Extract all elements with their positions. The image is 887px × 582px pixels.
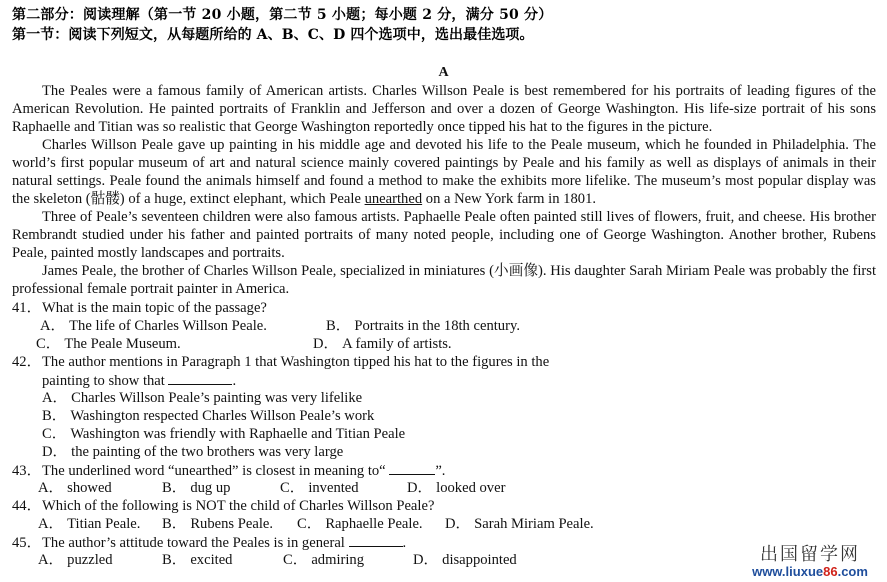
- option-letter: D．: [413, 552, 439, 568]
- option-text: Titian Peale.: [67, 516, 141, 532]
- watermark-site-name: 出国留学网: [760, 544, 860, 565]
- option-letter: D．: [42, 444, 68, 460]
- passage: [12, 82, 876, 298]
- paragraph-2: [12, 136, 876, 208]
- q44-option-a[interactable]: [38, 515, 140, 533]
- option-text: showed: [67, 480, 112, 496]
- q43-option-a[interactable]: [38, 479, 112, 497]
- option-text: Raphaelle Peale.: [325, 516, 423, 532]
- q45-option-d[interactable]: [413, 551, 517, 569]
- q41-option-d[interactable]: [313, 335, 452, 353]
- option-letter: D．: [407, 480, 433, 496]
- option-text: excited: [190, 552, 233, 568]
- watermark-url: [740, 565, 880, 579]
- question-42: [12, 353, 549, 371]
- q42-option-b[interactable]: [42, 407, 374, 425]
- option-text: Sarah Miriam Peale.: [474, 516, 594, 532]
- option-text: Charles Willson Peale’s painting was very lifelike: [71, 390, 363, 406]
- q43-option-c[interactable]: [280, 479, 359, 497]
- watermark-url-suffix: .com: [837, 564, 868, 579]
- option-letter: B．: [162, 480, 187, 496]
- paragraph-1: The Peales were a famous family of American artists. Charles Willson Peale is best remembered for his portraits of leading figures of the American Revolution. He painted portraits of Franklin and Jefferson and over a dozen of George Washington. His life-size portrait of his sons Raphaelle and Titian was so realistic that George Washington reportedly once tipped his hat to the figures in the picture.: [12, 83, 876, 135]
- q42-option-a[interactable]: [42, 389, 362, 407]
- option-letter: D．: [445, 516, 471, 532]
- site-watermark: [740, 545, 880, 579]
- option-text: Washington respected Charles Willson Peale’s work: [70, 408, 375, 424]
- option-text: invented: [308, 480, 359, 496]
- question-number: 44．: [12, 498, 42, 514]
- question-44: [12, 497, 434, 515]
- q42-option-c[interactable]: [42, 425, 405, 443]
- option-letter: A．: [38, 480, 64, 496]
- answer-blank: [389, 461, 435, 475]
- option-letter: C．: [283, 552, 308, 568]
- question-42-continued: painting to show that .: [42, 373, 237, 389]
- paragraph-3: Three of Peale’s seventeen children were also famous artists. Paphaelle Peale often painted still lives of flowers, fruit, and cheese. His brother Rembrandt studied under his father and painted portraits of many noted people, including one of George Washington. Another brother, Rubens Peale, painted mostly landscapes and portraits.: [12, 209, 876, 261]
- option-letter: C．: [42, 426, 67, 442]
- option-text: The Peale Museum.: [64, 336, 181, 352]
- q45-option-a[interactable]: [38, 551, 113, 569]
- option-letter: D．: [313, 336, 339, 352]
- q45-option-c[interactable]: [283, 551, 364, 569]
- question-text: The author mentions in Paragraph 1 that Washington tipped his hat to the figures in the: [42, 354, 550, 370]
- option-letter: B．: [162, 552, 187, 568]
- q45-option-b[interactable]: [162, 551, 232, 569]
- question-text: What is the main topic of the passage?: [42, 300, 267, 316]
- question-text: The author’s attitude toward the Peales is in general: [42, 535, 345, 551]
- question-text: Which of the following is NOT the child of Charles Willson Peale?: [42, 498, 435, 514]
- question-number: 45．: [12, 535, 42, 551]
- section-instructions: 第一节：阅读下列短文，从每题所给的 A、B、C、D 四个选项中，选出最佳选项。: [12, 27, 534, 43]
- question-number: 43．: [12, 463, 42, 479]
- answer-blank: [349, 533, 403, 547]
- option-letter: B．: [326, 318, 351, 334]
- option-letter: A．: [42, 390, 68, 406]
- option-letter: C．: [280, 480, 305, 496]
- option-letter: C．: [36, 336, 61, 352]
- q44-option-b[interactable]: [162, 515, 273, 533]
- paragraph-2-end: on a New York farm in 1801.: [422, 191, 597, 207]
- option-text: admiring: [311, 552, 365, 568]
- answer-blank: [168, 371, 232, 385]
- option-text: dug up: [190, 480, 231, 496]
- q42-option-d[interactable]: [42, 443, 343, 461]
- watermark-url-highlight: 86: [823, 564, 838, 579]
- watermark-url-prefix: www.liuxue: [752, 564, 824, 579]
- option-text: A family of artists.: [342, 336, 452, 352]
- question-text-continued: painting to show that: [42, 373, 165, 389]
- q44-option-c[interactable]: [297, 515, 423, 533]
- paragraph-2-text: Charles Willson Peale gave up painting in his middle age and devoted his life to the Peale museum, which he founded in Philadelphia. The world’s first popular museum of art and natural science mainly covered paintings by Peale and his family as well as displays of animals in their natural settings. Peale found the animals himself and found a method to make the exhibits more lifelike. The museum’s most popular display was the skeleton (骷髅) of a huge, extinct elephant, which Peale: [12, 137, 876, 207]
- question-45: 45．The author’s attitude toward the Peales is in general .: [12, 535, 407, 551]
- question-text-end: ”.: [435, 463, 446, 479]
- option-text: Washington was friendly with Raphaelle and Titian Peale: [70, 426, 406, 442]
- option-text: the painting of the two brothers was very large: [71, 444, 344, 460]
- question-number: 41．: [12, 300, 42, 316]
- option-text: The life of Charles Willson Peale.: [69, 318, 267, 334]
- question-41: [12, 299, 267, 317]
- paragraph-4: James Peale, the brother of Charles Willson Peale, specialized in miniatures (小画像). His daughter Sarah Miriam Peale was probably the first professional female portrait painter in America.: [12, 263, 876, 297]
- option-text: Rubens Peale.: [190, 516, 274, 532]
- option-letter: C．: [297, 516, 322, 532]
- q41-option-b[interactable]: [326, 317, 520, 335]
- option-letter: B．: [42, 408, 67, 424]
- option-letter: A．: [38, 516, 64, 532]
- option-letter: B．: [162, 516, 187, 532]
- q43-option-d[interactable]: [407, 479, 505, 497]
- question-text: The underlined word “unearthed” is closest in meaning to“: [42, 463, 386, 479]
- passage-title: A: [438, 65, 449, 80]
- underlined-word: unearthed: [364, 191, 423, 207]
- question-number: 42．: [12, 354, 42, 370]
- section-header: 第二部分：阅读理解（第一节 20 小题，第二节 5 小题；每小题 2 分，满分 50 分）: [12, 7, 553, 23]
- q43-option-b[interactable]: [162, 479, 230, 497]
- option-text: Portraits in the 18th century.: [354, 318, 520, 334]
- option-text: disappointed: [442, 552, 517, 568]
- option-text: puzzled: [67, 552, 113, 568]
- option-letter: A．: [40, 318, 66, 334]
- q41-option-a[interactable]: [40, 317, 267, 335]
- q41-option-c[interactable]: [36, 335, 181, 353]
- question-43: [12, 461, 445, 480]
- option-letter: A．: [38, 552, 64, 568]
- option-text: looked over: [436, 480, 506, 496]
- q44-option-d[interactable]: [445, 515, 594, 533]
